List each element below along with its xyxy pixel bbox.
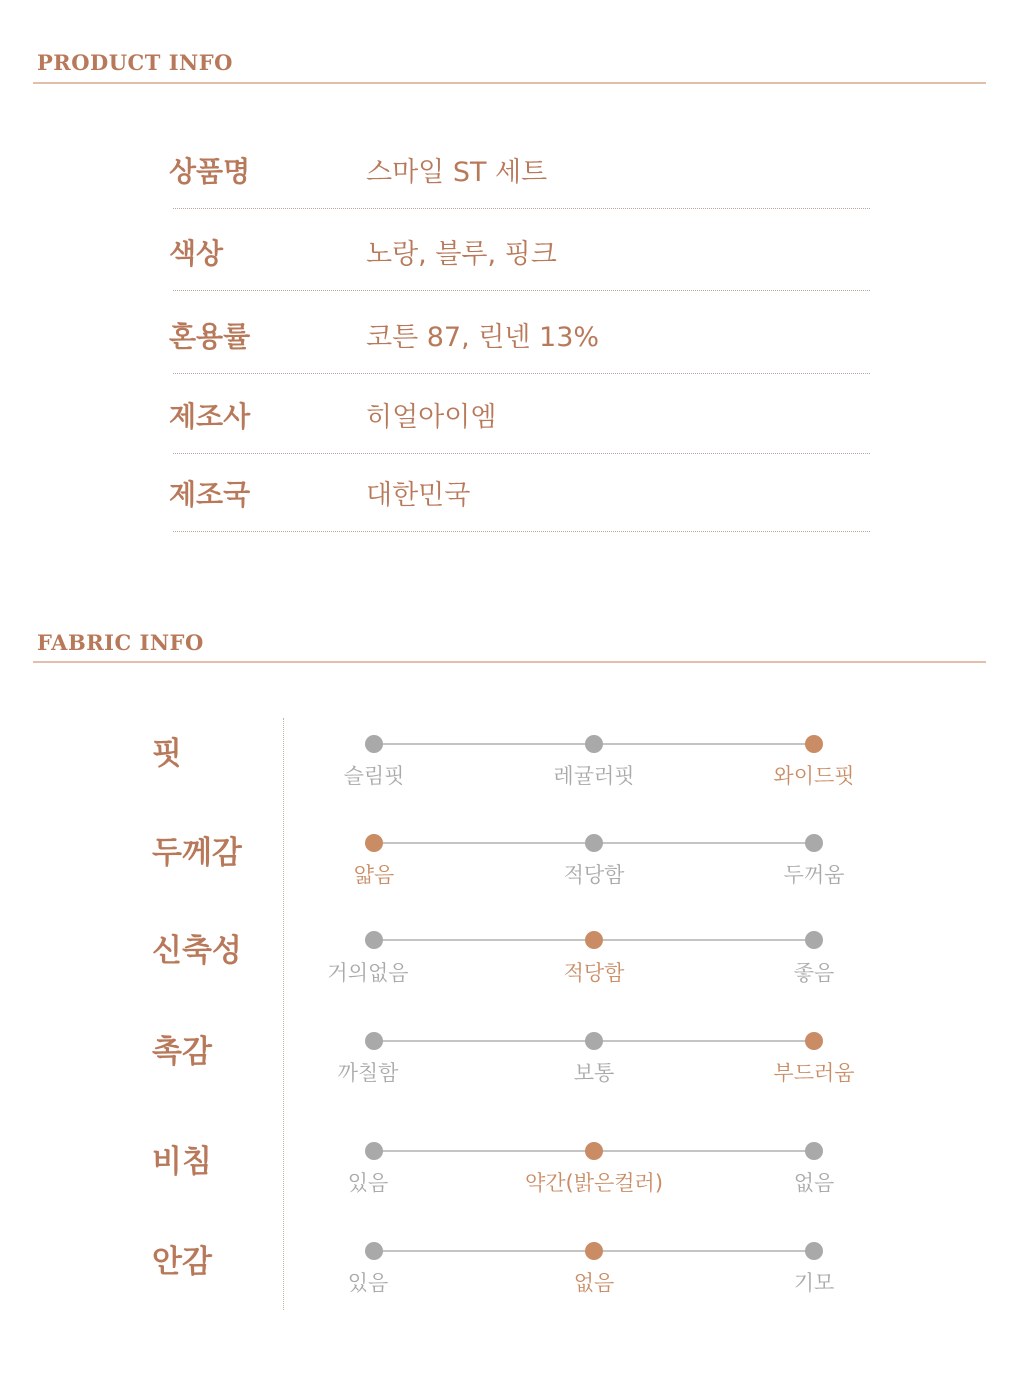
scale-option: 부드러움 [773, 1061, 855, 1085]
scale-option: 없음 [793, 1171, 835, 1195]
scale-option: 레귤러핏 [553, 764, 635, 788]
scale-dot [365, 931, 383, 949]
scale-dot [365, 1032, 383, 1050]
info-value: 스마일 ST 세트 [366, 157, 548, 188]
scale-option: 좋음 [793, 961, 835, 985]
fabric-label-texture: 촉감 [152, 1034, 212, 1070]
scale-option: 적당함 [563, 863, 625, 887]
scale-option: 없음 [573, 1271, 615, 1295]
scale-option: 약간(밝은컬러) [524, 1171, 664, 1195]
scale-option: 있음 [347, 1171, 389, 1195]
scale-dot [805, 931, 823, 949]
scale-option: 까칠함 [337, 1061, 399, 1085]
scale-dot [585, 735, 603, 753]
scale-option: 슬림핏 [343, 764, 405, 788]
fabric-label-sheerness: 비침 [152, 1144, 212, 1180]
info-row-origin [169, 451, 870, 532]
info-label: 혼용률 [169, 320, 251, 353]
scale-dot [805, 1032, 823, 1050]
scale-dot [585, 834, 603, 852]
scale-option: 거의없음 [327, 961, 409, 985]
fabric-info-title: FABRIC INFO [37, 630, 204, 655]
info-row-color [169, 210, 870, 291]
scale-option: 얇음 [353, 863, 395, 887]
info-label: 제조사 [169, 400, 251, 433]
scale-dot [585, 1242, 603, 1260]
scale-option: 기모 [793, 1271, 835, 1295]
scale-dot [805, 834, 823, 852]
fabric-vertical-divider [283, 718, 284, 1310]
scale-option: 적당함 [563, 961, 625, 985]
scale-dot [365, 735, 383, 753]
info-row-manufacturer [169, 373, 870, 454]
info-label: 제조국 [169, 478, 251, 511]
scale-dot [805, 1142, 823, 1160]
scale-dot [585, 1032, 603, 1050]
product-info-title: PRODUCT INFO [37, 50, 233, 75]
scale-dot [805, 735, 823, 753]
info-value: 히얼아이엠 [366, 402, 497, 433]
scale-dot [805, 1242, 823, 1260]
scale-dot [365, 1242, 383, 1260]
info-label: 상품명 [169, 155, 251, 188]
scale-option: 와이드핏 [773, 764, 855, 788]
fabric-label-fit: 핏 [152, 736, 182, 772]
info-value: 노랑, 블루, 핑크 [366, 239, 557, 270]
scale-dot [365, 1142, 383, 1160]
fabric-label-lining: 안감 [152, 1244, 212, 1280]
info-row-product-name [169, 128, 870, 209]
scale-dot [585, 1142, 603, 1160]
scale-option: 있음 [347, 1271, 389, 1295]
fabric-info-divider [33, 661, 986, 663]
scale-dot [365, 834, 383, 852]
info-value: 코튼 87, 린넨 13% [366, 322, 600, 353]
scale-dot [585, 931, 603, 949]
product-info-divider [33, 82, 986, 84]
fabric-label-thickness: 두께감 [152, 835, 242, 871]
scale-option: 보통 [573, 1061, 615, 1085]
info-value: 대한민국 [366, 480, 471, 511]
info-row-material [169, 293, 870, 374]
info-label: 색상 [169, 237, 224, 270]
fabric-label-stretch: 신축성 [152, 933, 242, 969]
scale-option: 두꺼움 [783, 863, 845, 887]
